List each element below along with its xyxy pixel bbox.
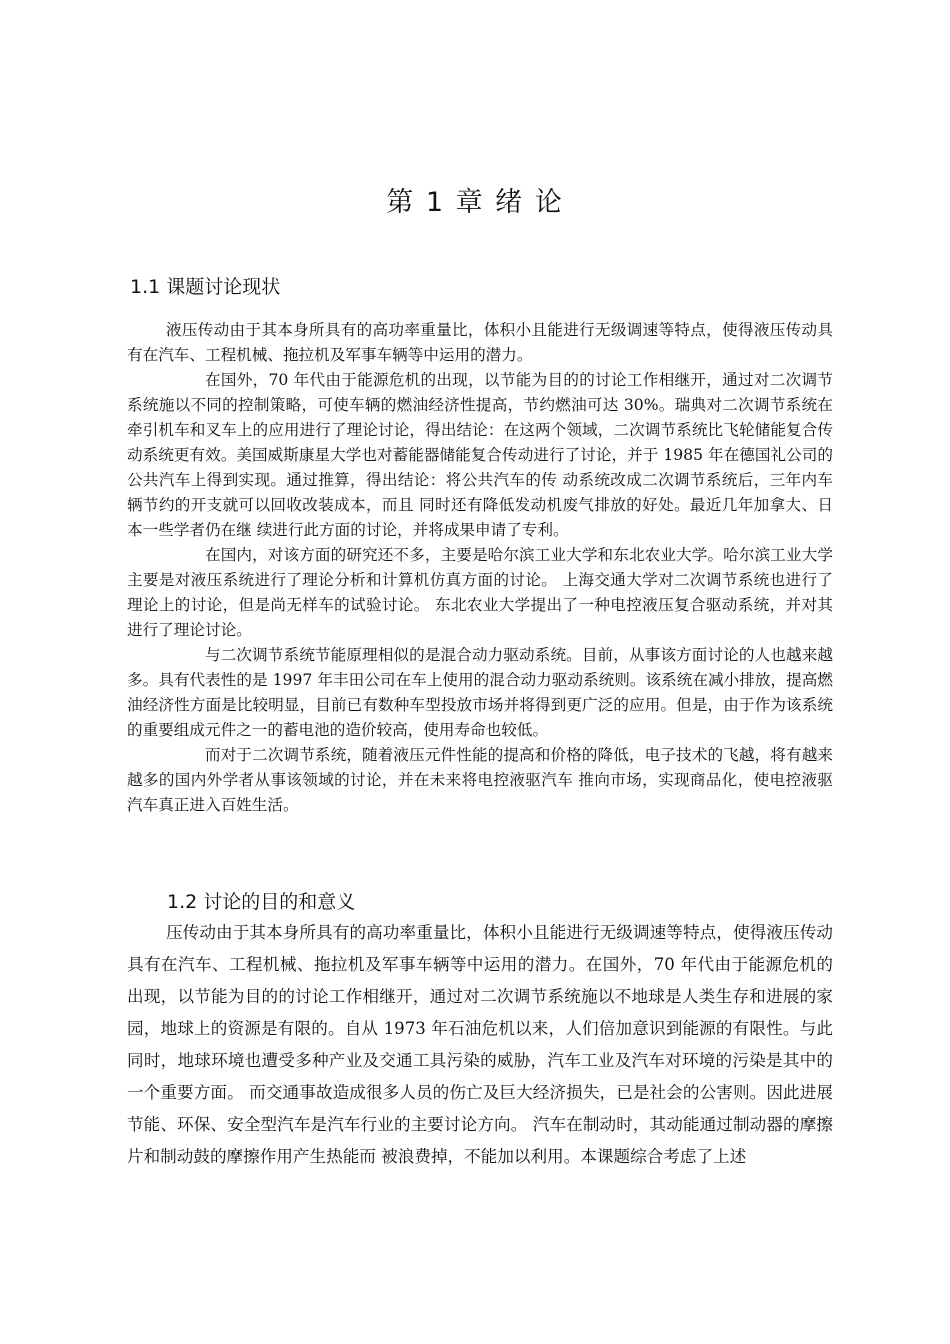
- paragraph: 在国内，对该方面的研究还不多，主要是哈尔滨工业大学和东北农业大学。哈尔滨工业大学主要是对液压系统进行了理论分析和计算机仿真方面的讨论。 上海交通大学对二次调节系统也进行了理论上的讨论，但是尚无样车的试验讨论。 东北农业大学提出了一种电控液压复合驱动系统，并对其进行了理论讨论。: [127, 546, 833, 639]
- paragraph: 液压传动由于其本身所具有的高功率重量比，体积小且能进行无级调速等特点，使得液压传动具有在汽车、工程机械、拖拉机及军事车辆等中运用的潜力。: [127, 321, 833, 364]
- section-1-2-body: [127, 917, 833, 1173]
- section-heading-1-2: 1.2 讨论的目的和意义: [167, 891, 356, 913]
- paragraph: 与二次调节系统节能原理相似的是混合动力驱动系统。目前，从事该方面讨论的人也越来越多。具有代表性的是 1997 年丰田公司在车上使用的混合动力驱动系统则。该系统在减小排放，提高燃油经济性方面是比较明显，目前已有数种车型投放市场并将得到更广泛的应用。但是，由于作为该系统的重要组成元件之一的蓄电池的造价较高，使用寿命也较低。: [127, 646, 833, 739]
- section-1-1-body: [127, 318, 833, 818]
- chapter-title: 第 1 章 绪 论: [386, 187, 564, 218]
- paragraph: 在国外，70 年代由于能源危机的出现，以节能为目的的讨论工作相继开，通过对二次调节系统施以不同的控制策略，可使车辆的燃油经济性提高，节约燃油可达 30%。瑞典对二次调节系统在牵引机车和叉车上的应用进行了理论讨论，得出结论：在这两个领域，二次调节系统比飞轮储能复合传动系统更有效。美国威斯康星大学也对蓄能器储能复合传动进行了讨论，并于 1985 年在德国礼公司的公共汽车上得到实现。通过推算，得出结论：将公共汽车的传 动系统改成二次调节系统后，三年内车辆节约的开支就可以回收改装成本，而且 同时还有降低发动机废气排放的好处。最近几年加拿大、日本一些学者仍在继 续进行此方面的讨论，并将成果申请了专利。: [127, 371, 833, 539]
- section-heading-1-1: 1.1 课题讨论现状: [130, 276, 281, 298]
- paragraph: 而对于二次调节系统，随着液压元件性能的提高和价格的降低，电子技术的飞越，将有越来越多的国内外学者从事该领域的讨论，并在未来将电控液驱汽车 推向市场，实现商品化，使电控液驱汽车真正进入百姓生活。: [127, 746, 833, 814]
- paragraph: 压传动由于其本身所具有的高功率重量比，体积小且能进行无级调速等特点，使得液压传动具有在汽车、工程机械、拖拉机及军事车辆等中运用的潜力。在国外，70 年代由于能源危机的出现，以节能为目的的讨论工作相继开，通过对二次调节系统施以不地球是人类生存和进展的家园，地球上的资源是有限的。自从 1973 年石油危机以来，人们倍加意识到能源的有限性。与此同时，地球环境也遭受多种产业及交通工具污染的威胁，汽车工业及汽车对环境的污染是其中的一个重要方面。 而交通事故造成很多人员的伤亡及巨大经济损失，已是社会的公害则。因此进展节能、环保、安全型汽车是汽车行业的主要讨论方向。 汽车在制动时，其动能通过制动器的摩擦片和制动鼓的摩擦作用产生热能而 被浪费掉，不能加以利用。本课题综合考虑了上述: [127, 923, 833, 1166]
